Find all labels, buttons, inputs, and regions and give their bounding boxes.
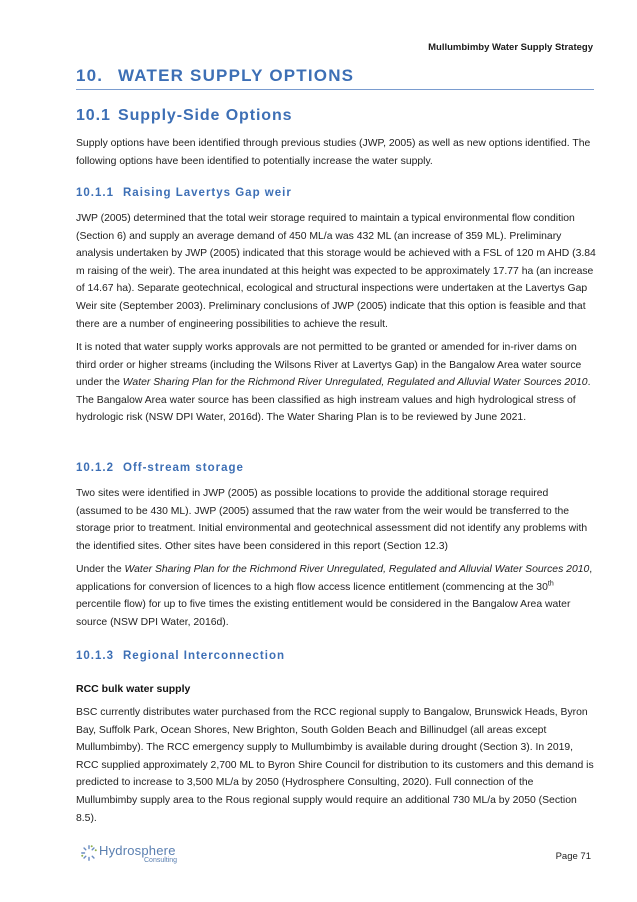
- paragraph-licence-conversion: Under the Water Sharing Plan for the Richmond River Unregulated, Regulated and Alluvial Water Sources 2010, applications for conversion of licences to a high flow access licence entitlement (commencing at the 30th percentile flow) for up to five times the existing entitlement would be considered in the Bangalow Area water source (NSW DPI Water, 2016d).: [76, 564, 593, 628]
- subsection-number: 10.1: [76, 107, 111, 124]
- section-title: WATER SUPPLY OPTIONS: [118, 66, 355, 85]
- subsection-title: Supply-Side Options: [118, 107, 293, 124]
- plan-title-italic: Water Sharing Plan for the Richmond River Unregulated, Regulated and Alluvial Water Sources 2010: [124, 564, 590, 575]
- paragraph-offstream-sites: Two sites were identified in JWP (2005) as possible locations to provide the additional storage required (assumed to be 430 ML). JWP (2005) assumed that the raw water from the weir would be transferred to the storage prior to treatment. Initial environmental and geotechnical assessment did not identify any problems with the identified sites. Other sites have been considered in this report (Section 12.3): [76, 488, 588, 552]
- heading-title: Off-stream storage: [123, 462, 244, 474]
- section-number: 10.: [76, 66, 104, 85]
- logo-subtitle: Consulting: [144, 857, 178, 864]
- running-header: Mullumbimby Water Supply Strategy: [428, 42, 593, 53]
- logo-wordmark: Hydrosphere: [99, 843, 176, 858]
- hydrosphere-logo: [80, 843, 190, 867]
- subsection-intro: Supply options have been identified through previous studies (JWP, 2005) as well as new options identified. The following options have been identified to potentially increase the water supply.: [76, 138, 591, 167]
- subheading-rcc-bulk-supply: RCC bulk water supply: [76, 683, 191, 695]
- heading-title: Regional Interconnection: [123, 650, 286, 662]
- sunburst-logo-icon: [80, 844, 98, 862]
- paragraph-works-approvals: It is noted that water supply works approvals are not permitted to be granted or amended for in-river dams on third order or higher streams (including the Wilsons River at Lavertys Gap) in the Bangalow Area water source under the Water Sharing Plan for the Richmond River Unregulated, Regulated and Alluvial Water Sources 2010. The Bangalow Area water source has been classified as high instream values and high hydrological stress of hydrologic risk (NSW DPI Water, 2016d). The Water Sharing Plan is to be reviewed by June 2021.: [76, 342, 591, 424]
- ordinal-superscript: th: [547, 580, 554, 588]
- heading-title: Raising Lavertys Gap weir: [123, 187, 292, 199]
- paragraph-rcc-supply: BSC currently distributes water purchased from the RCC regional supply to Bangalow, Brunswick Heads, Byron Bay, Suffolk Park, Ocean Shores, New Brighton, South Golden Beach and Billinudgel (all areas except Mullumbimby). The RCC emergency supply to Mullumbimby is available during drought (Section 3). In 2019, RCC supplied approximately 2,700 ML to Byron Shire Council for distribution to its customers and this demand is predicted to increase to 3,500 ML/a by 2050 (Hydrosphere Consulting, 2020). Full connection of the Mullumbimby supply area to the Rous regional supply would require an additional 730 ML/a by 2050 (Section 8.5).: [76, 707, 594, 824]
- subsection-heading: [76, 107, 292, 125]
- heading-10-1-1: [76, 187, 292, 199]
- heading-10-1-3: [76, 650, 285, 662]
- heading-number: 10.1.2: [76, 462, 114, 474]
- heading-number: 10.1.1: [76, 187, 114, 199]
- paragraph-weir-storage: JWP (2005) determined that the total weir storage required to maintain a typical environmental flow condition (Section 6) and supply an average demand of 450 ML/a was 432 ML (an increase of 359 ML). Preliminary analysis undertaken by JWP (2005) indicated that this storage would be achieved with a FSL of 120 m AHD (3.84 m raising of the weir). The area inundated at this height was expected to be approximately 17.77 ha (an increase of 14.67 ha). Separate geotechnical, ecological and structural inspections were undertaken at the Lavertys Gap Weir site (September 2003). Preliminary conclusions of JWP (2005) indicate that this option is feasible and that there are a number of engineering possibilities to achieve the result.: [76, 213, 596, 330]
- page-number: Page 71: [555, 851, 591, 862]
- heading-number: 10.1.3: [76, 650, 114, 662]
- section-heading: [76, 66, 594, 90]
- plan-title-italic: Water Sharing Plan for the Richmond River Unregulated, Regulated and Alluvial Water Sources 2010: [122, 377, 588, 389]
- heading-10-1-2: [76, 462, 244, 474]
